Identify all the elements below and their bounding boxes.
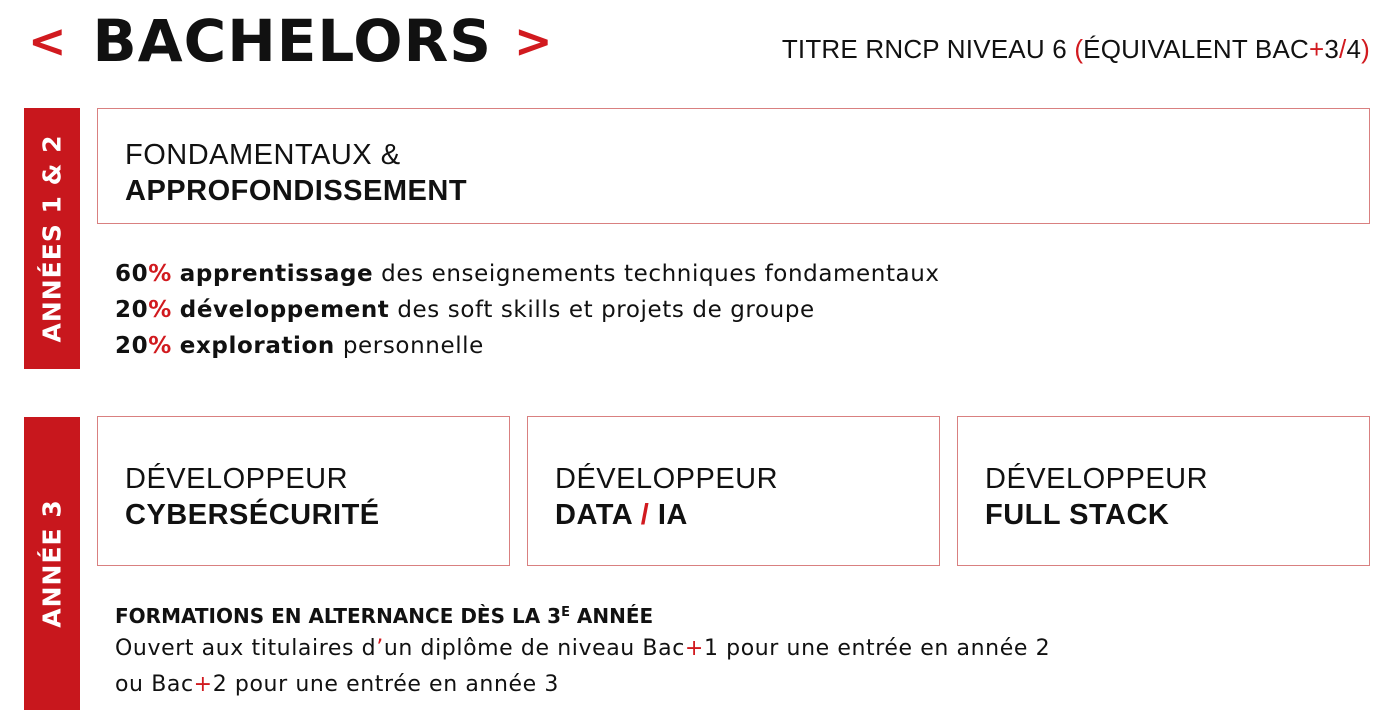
chevron-left-icon: < <box>28 14 67 68</box>
list-item-keyword: développement <box>179 297 390 323</box>
plus-sign: + <box>684 636 704 661</box>
curriculum-split-list <box>115 256 940 364</box>
track-data-ia-box <box>527 416 940 566</box>
list-item <box>115 256 940 292</box>
track-role: DÉVELOPPEUR <box>555 463 779 495</box>
alternance-title <box>115 598 1050 631</box>
list-item-keyword: apprentissage <box>179 261 374 287</box>
list-item-keyword: exploration <box>179 333 335 359</box>
alternance-text: 2 pour une entrée en année 3 <box>212 672 559 697</box>
alternance-section <box>115 598 1050 703</box>
alternance-title-sup: E <box>561 605 570 620</box>
track-specialty: CYBERSÉCURITÉ <box>125 499 380 532</box>
alternance-title-text: FORMATIONS EN ALTERNANCE DÈS LA 3 <box>115 604 562 628</box>
list-item <box>115 328 940 364</box>
subtitle-paren-open: ( <box>1074 34 1084 64</box>
percent-value: 60 <box>115 261 149 287</box>
track-specialty-ia: IA <box>657 499 688 532</box>
year-3-label: ANNÉE 3 <box>37 499 67 628</box>
page-title: BACHELORS <box>92 7 492 75</box>
subtitle-num1: 3 <box>1324 34 1340 64</box>
year-3-label-bar <box>24 417 80 710</box>
list-item-text: des soft skills et projets de groupe <box>397 297 815 323</box>
list-item-text: des enseignements techniques fondamentaux <box>381 261 940 287</box>
percent-sign: % <box>148 333 172 359</box>
alternance-text: 1 pour une entrée en année 2 <box>703 636 1051 661</box>
apostrophe: ’ <box>376 636 384 661</box>
alternance-line-2 <box>115 667 1050 703</box>
alternance-text: ou Bac <box>115 672 194 697</box>
alternance-line-1 <box>115 631 1050 667</box>
fondamentaux-box <box>97 108 1370 224</box>
subtitle-text: TITRE RNCP NIVEAU 6 <box>781 34 1075 64</box>
list-item <box>115 292 940 328</box>
subtitle-slash: / <box>1339 34 1347 64</box>
plus-sign: + <box>193 672 213 697</box>
percent-sign: % <box>148 261 172 287</box>
track-specialty-data: DATA <box>555 499 633 532</box>
approfondissement-title: APPROFONDISSEMENT <box>125 175 468 208</box>
track-slash: / <box>640 499 650 532</box>
alternance-text: Ouvert aux titulaires d <box>115 636 377 661</box>
years-1-2-label-bar <box>24 108 80 369</box>
track-role: DÉVELOPPEUR <box>125 463 349 495</box>
page-header <box>28 6 553 76</box>
subtitle-plus: + <box>1308 34 1325 64</box>
track-role: DÉVELOPPEUR <box>985 463 1209 495</box>
alternance-title-end: ANNÉE <box>569 604 654 628</box>
percent-value: 20 <box>115 333 149 359</box>
list-item-text: personnelle <box>342 333 484 359</box>
fondamentaux-title: FONDAMENTAUX & <box>125 139 401 171</box>
track-cybersecurite-box <box>97 416 510 566</box>
chevron-right-icon: > <box>514 14 553 68</box>
subtitle-equivalent: ÉQUIVALENT BAC <box>1083 34 1309 64</box>
track-specialty: FULL STACK <box>985 499 1170 532</box>
alternance-text: un diplôme de niveau Bac <box>383 636 685 661</box>
subtitle-paren-close: ) <box>1361 34 1370 64</box>
track-full-stack-box <box>957 416 1370 566</box>
percent-value: 20 <box>115 297 149 323</box>
track-specialty <box>555 497 939 533</box>
subtitle-num2: 4 <box>1346 34 1362 64</box>
page-subtitle <box>782 34 1370 65</box>
years-1-2-label: ANNÉES 1 & 2 <box>37 134 67 343</box>
percent-sign: % <box>148 297 172 323</box>
